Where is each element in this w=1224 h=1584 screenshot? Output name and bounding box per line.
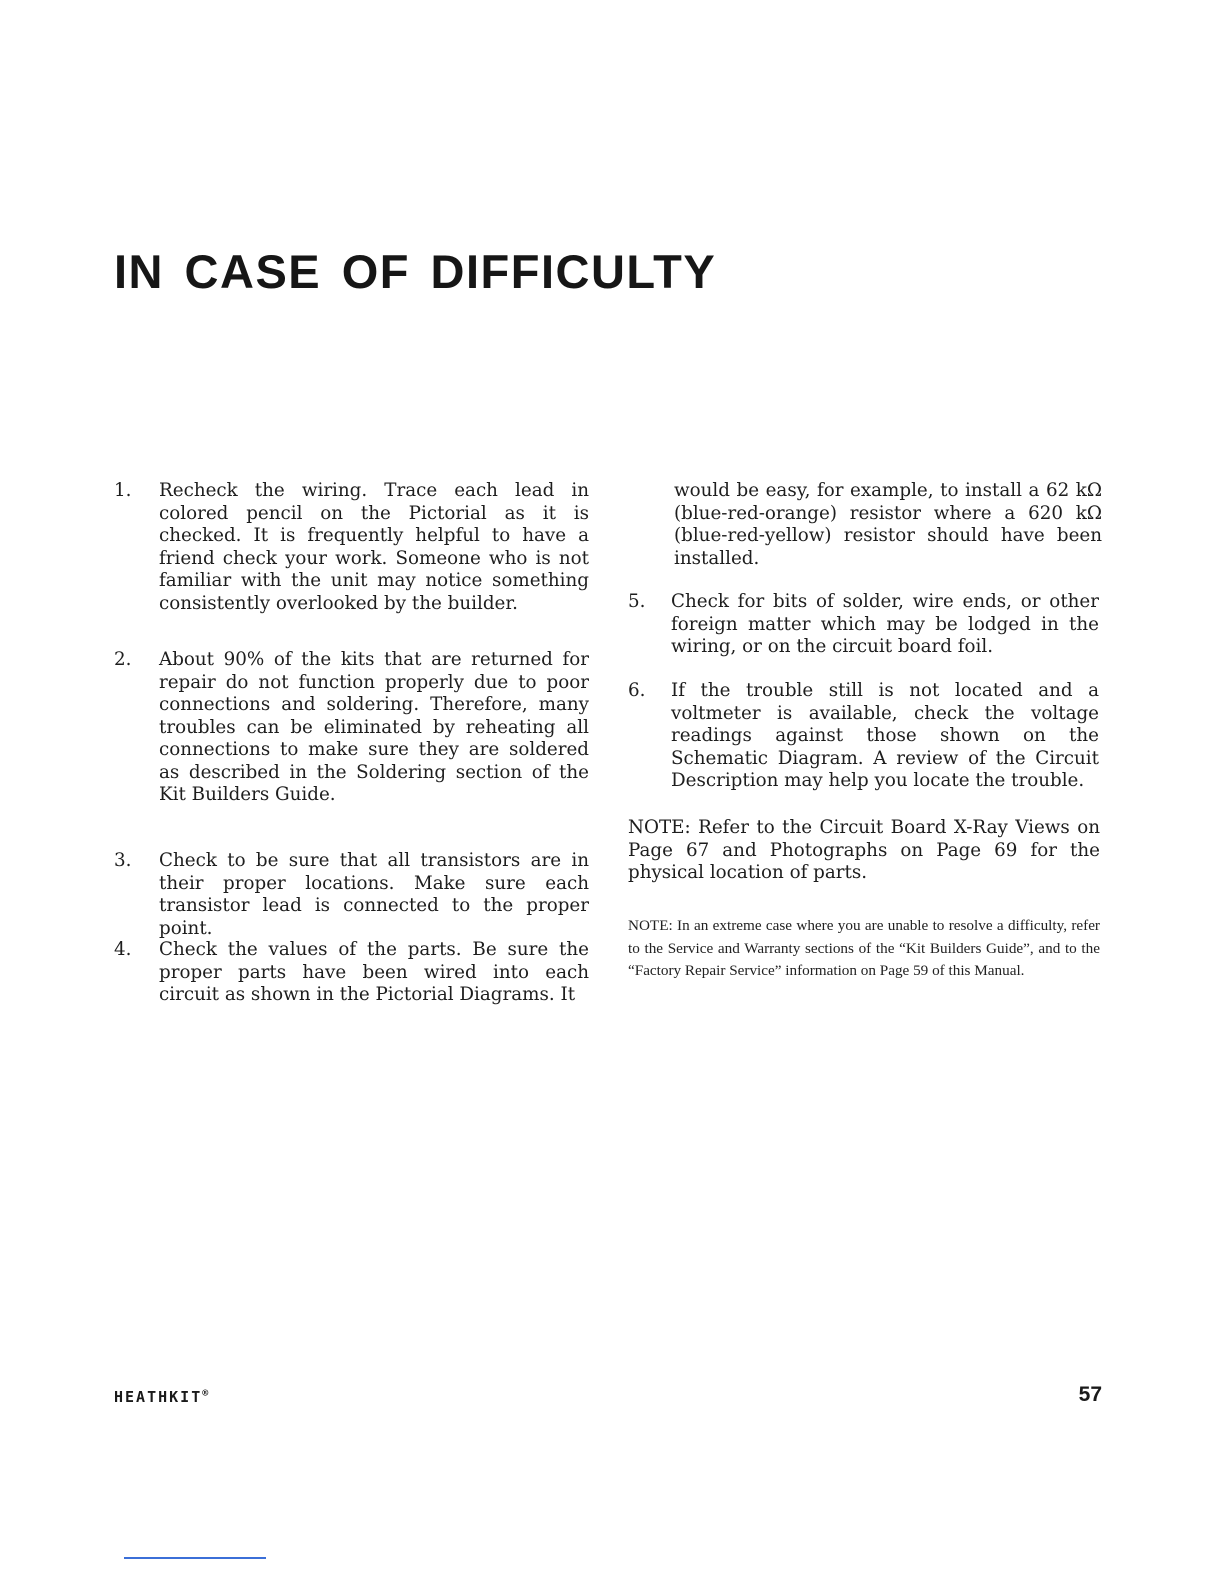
item-text: Recheck the wiring. Trace each lead in colored pencil on the Pictorial as it is checked. It is frequently helpful to have a friend check your work. Someone who is not familiar with the unit may notice something consistently overlooked by the builder. [159,480,589,614]
registered-mark: ® [202,1388,209,1399]
left-column [114,480,589,1020]
list-item-2 [114,649,589,807]
item-text: About 90% of the kits that are returned for repair do not function properly due to poor connections and soldering. Therefore, many troubles can be eliminated by reheating all connections to make sure they are soldered as described in the Soldering section of the Kit Builders Guide. [159,649,589,805]
item-4-continuation: would be easy, for example, to install a 62 kΩ (blue-red-orange) resistor where a 620 kΩ (blue-red-yellow) resistor should have been installed. [674,480,1102,569]
item-text: If the trouble still is not located and a voltmeter is available, check the voltage readings against those shown on the Schematic Diagram. A review of the Circuit Description may help you locate the trouble. [671,680,1099,791]
item-number: 6. [628,680,646,701]
list-item-6 [628,680,1099,793]
brand-logo [114,1388,208,1406]
item-text: Check the values of the parts. Be sure the proper parts have been wired into each circuit as shown in the Pictorial Diagrams. It [159,939,589,1005]
item-number: 2. [114,649,132,670]
page-title: IN CASE OF DIFFICULTY [114,245,717,298]
item-number: 1. [114,480,132,501]
item-text: Check to be sure that all transistors are in their proper locations. Make sure each transistor lead is connected to the proper point. [159,850,589,939]
item-text: Check for bits of solder, wire ends, or other foreign matter which may be lodged in the wiring, or on the circuit board foil. [671,591,1099,657]
note-parts-location: NOTE: Refer to the Circuit Board X-Ray Views on Page 67 and Photographs on Page 69 for the physical location of parts. [628,817,1100,883]
list-item-4 [114,939,589,1007]
note-factory-repair: NOTE: In an extreme case where you are unable to resolve a difficulty, refer to the Service and Warranty sections of the “Kit Builders Guide”, and to the “Factory Repair Service” information on Page 59 of this Manual. [628,917,1100,980]
item-number: 4. [114,939,132,960]
item-number: 5. [628,591,646,612]
list-item-1 [114,480,589,615]
brand-name: HEATHKIT [114,1388,203,1406]
list-item-3 [114,850,589,940]
item-number: 3. [114,850,132,871]
page-number: 57 [1078,1383,1102,1406]
bottom-rule [124,1557,266,1559]
list-item-5 [628,591,1099,659]
right-column [628,591,1103,806]
